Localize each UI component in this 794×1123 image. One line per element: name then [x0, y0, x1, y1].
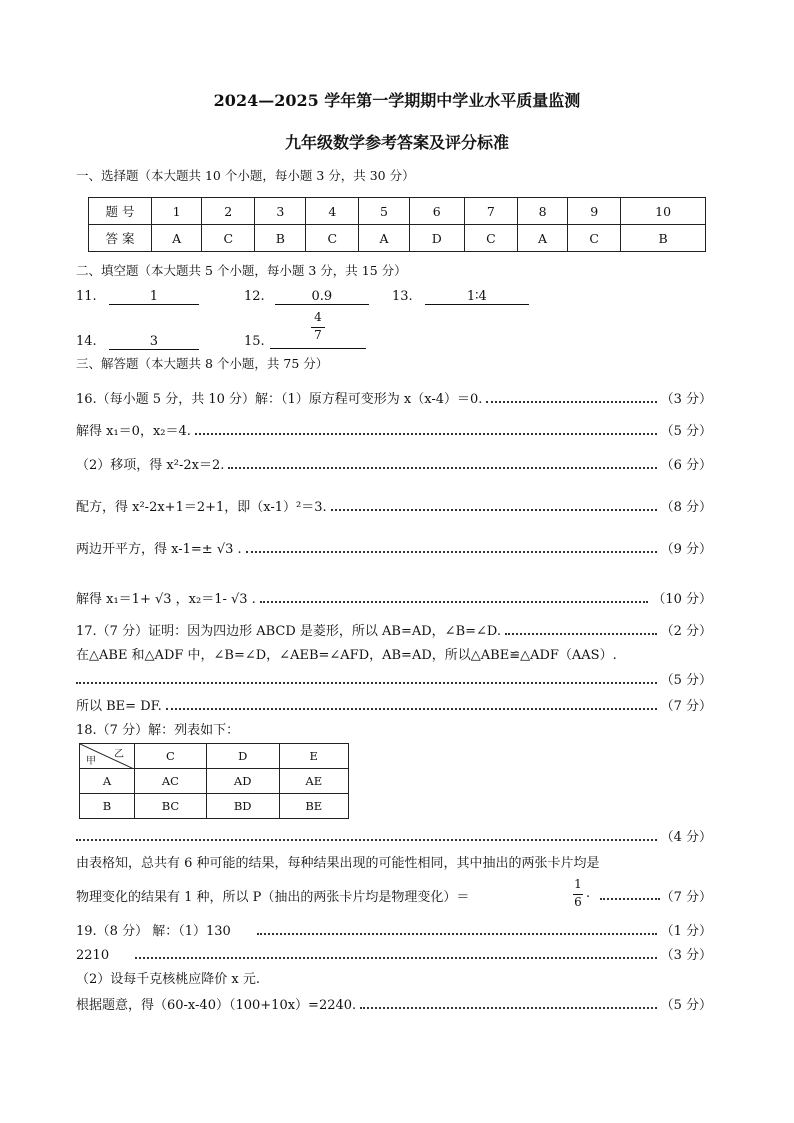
answer-blank: 1∶4 — [425, 289, 529, 305]
section-fill-heading: 二、填空题（本大题共 5 个小题，每小题 3 分，共 15 分） — [76, 263, 407, 278]
answer-cell: A — [359, 225, 409, 252]
leader-dots — [76, 839, 657, 841]
row-label: 答 案 — [89, 225, 152, 252]
score-label: （9 分） — [660, 542, 712, 557]
question-number: 14. — [76, 334, 97, 349]
question-number: 15. — [244, 334, 265, 349]
period: . — [586, 886, 591, 901]
answer-cell: A — [152, 225, 202, 252]
leader-dots — [166, 708, 657, 710]
question-number: 11. — [76, 289, 97, 304]
table-cell: AD — [206, 769, 279, 794]
line-text: 解得 x₁＝0，x₂＝4. — [76, 424, 191, 439]
line-text: 两边开平方，得 x-1=± √3 . — [76, 542, 242, 557]
question-number: 9 — [568, 198, 621, 225]
score-label: （5 分） — [660, 673, 712, 688]
line-text: 根据题意，得（60-x-40）（100+10x）=2240. — [76, 998, 357, 1013]
q16-line-5 — [76, 538, 712, 557]
document-subtitle: 九年级数学参考答案及评分标准 — [284, 133, 509, 152]
score-label: （3 分） — [660, 392, 712, 407]
leader-dots — [600, 898, 660, 900]
answer-blank: 1 — [109, 289, 199, 305]
line-text: 解得 x₁＝1+ √3 ，x₂＝1- √3 . — [76, 592, 256, 607]
question-number: 3 — [255, 198, 306, 225]
answer-cell: C — [568, 225, 621, 252]
table-row — [80, 794, 349, 819]
section-choice-heading: 一、选择题（本大题共 10 个小题，每小题 3 分，共 30 分） — [76, 168, 415, 183]
diagonal-header-cell — [80, 744, 135, 769]
fraction-denominator: 6 — [574, 895, 582, 909]
leader-dots — [135, 957, 657, 959]
score-label: （5 分） — [660, 998, 712, 1013]
leader-dots — [260, 601, 648, 603]
section-solve-heading: 三、解答题（本大题共 8 个小题，共 75 分） — [76, 356, 329, 371]
q18-line-1: 18.（7 分）解：列表如下： — [76, 723, 240, 738]
score-label: （10 分） — [652, 592, 712, 607]
q17-line-1 — [76, 620, 712, 639]
leader-dots — [76, 682, 657, 684]
q19-line-4 — [76, 994, 712, 1013]
answer-cell: C — [306, 225, 359, 252]
fraction-numerator: 1 — [574, 877, 582, 891]
score-label: （1 分） — [660, 924, 712, 939]
table-cell: BC — [135, 794, 207, 819]
question-number: 8 — [517, 198, 567, 225]
score-label: （3 分） — [660, 948, 712, 963]
score-label: （6 分） — [660, 458, 712, 473]
table-cell: BD — [206, 794, 279, 819]
answer-blank: 0.9 — [275, 289, 369, 305]
table-row — [80, 769, 349, 794]
answer-cell: C — [202, 225, 255, 252]
leader-dots — [246, 551, 657, 553]
document-title: 2024—2025 学年第一学期期中学业水平质量监测 — [213, 91, 581, 110]
q19-line-3: （2）设每千克核桃应降价 x 元. — [76, 972, 260, 987]
answer-cell: B — [621, 225, 706, 252]
q17-line-2: 在△ABE 和△ADF 中，∠B=∠D，∠AEB=∠AFD，AB=AD，所以△ABE≌△ADF（AAS）. — [76, 648, 617, 663]
line-text: 配方，得 x²-2x+1＝2+1，即（x-1）²＝3. — [76, 500, 327, 515]
answer-cell: C — [464, 225, 517, 252]
line-text: 16.（每小题 5 分，共 10 分）解：（1）原方程可变形为 x（x-4）＝0. — [76, 392, 483, 407]
question-number: 1 — [152, 198, 202, 225]
column-header: D — [206, 744, 279, 769]
outcome-table — [79, 743, 349, 819]
question-number: 7 — [464, 198, 517, 225]
q16-line-6 — [76, 588, 712, 607]
question-number: 6 — [409, 198, 464, 225]
q17-line-3 — [76, 695, 712, 714]
line-text: 19.（8 分） 解：（1）130 — [76, 924, 231, 939]
table-cell: AC — [135, 769, 207, 794]
leader-dots — [360, 1007, 656, 1009]
header-bottom-label: 甲 — [86, 756, 96, 767]
column-header: C — [135, 744, 207, 769]
fill-q11 — [76, 289, 199, 305]
fill-q12 — [244, 289, 369, 305]
question-number: 2 — [202, 198, 255, 225]
leader-dots — [505, 633, 657, 635]
leader-dots — [257, 933, 657, 935]
question-number: 13. — [392, 289, 413, 304]
table-row — [80, 744, 349, 769]
q16-line-3 — [76, 454, 712, 473]
line-text: 2210 — [76, 948, 110, 963]
q18-table-score — [76, 826, 712, 845]
choice-answer-table — [88, 197, 706, 252]
q17-line-2-score — [76, 669, 712, 688]
q16-line-4 — [76, 496, 712, 515]
score-label: （5 分） — [660, 424, 712, 439]
q18-line-3 — [76, 877, 712, 910]
score-label: （8 分） — [660, 500, 712, 515]
fill-q15 — [244, 334, 265, 349]
line-text: 物理变化的结果有 1 种，所以 P（抽出的两张卡片均是物理变化）＝ — [76, 890, 470, 905]
answer-blank: 3 — [109, 334, 199, 350]
q19-line-1 — [76, 920, 712, 939]
fill-q14 — [76, 334, 199, 350]
q16-line-2 — [76, 420, 712, 439]
row-label: 题 号 — [89, 198, 152, 225]
leader-dots — [228, 467, 656, 469]
q16-line-1 — [76, 388, 712, 407]
table-cell: AE — [279, 769, 349, 794]
fraction-numerator: 4 — [314, 310, 322, 324]
row-header: A — [80, 769, 135, 794]
leader-dots — [486, 401, 656, 403]
line-text: （2）移项，得 x²-2x＝2. — [76, 458, 225, 473]
line-text: 所以 BE= DF. — [76, 699, 162, 714]
leader-dots — [331, 509, 657, 511]
line-text: 17.（7 分）证明：因为四边形 ABCD 是菱形，所以 AB=AD，∠B=∠D. — [76, 624, 501, 639]
answer-cell: A — [517, 225, 567, 252]
row-header: B — [80, 794, 135, 819]
table-row — [89, 225, 706, 252]
score-label: （7 分） — [660, 699, 712, 714]
fraction-denominator: 7 — [314, 328, 322, 342]
fill-q13 — [392, 289, 529, 305]
question-number: 12. — [244, 289, 265, 304]
answer-cell: D — [409, 225, 464, 252]
q19-line-2 — [76, 944, 712, 963]
score-label: （2 分） — [660, 624, 712, 639]
leader-dots — [195, 433, 657, 435]
score-label: （4 分） — [660, 830, 712, 845]
header-top-label: 乙 — [114, 749, 124, 760]
score-label: （7 分） — [660, 890, 712, 905]
answer-cell: B — [255, 225, 306, 252]
question-number: 10 — [621, 198, 706, 225]
question-number: 5 — [359, 198, 409, 225]
column-header: E — [279, 744, 349, 769]
question-number: 4 — [306, 198, 359, 225]
table-row — [89, 198, 706, 225]
answer-blank — [270, 310, 366, 349]
q18-line-2: 由表格知，总共有 6 种可能的结果，每种结果出现的可能性相同，其中抽出的两张卡片均是 — [76, 856, 600, 871]
table-cell: BE — [279, 794, 349, 819]
